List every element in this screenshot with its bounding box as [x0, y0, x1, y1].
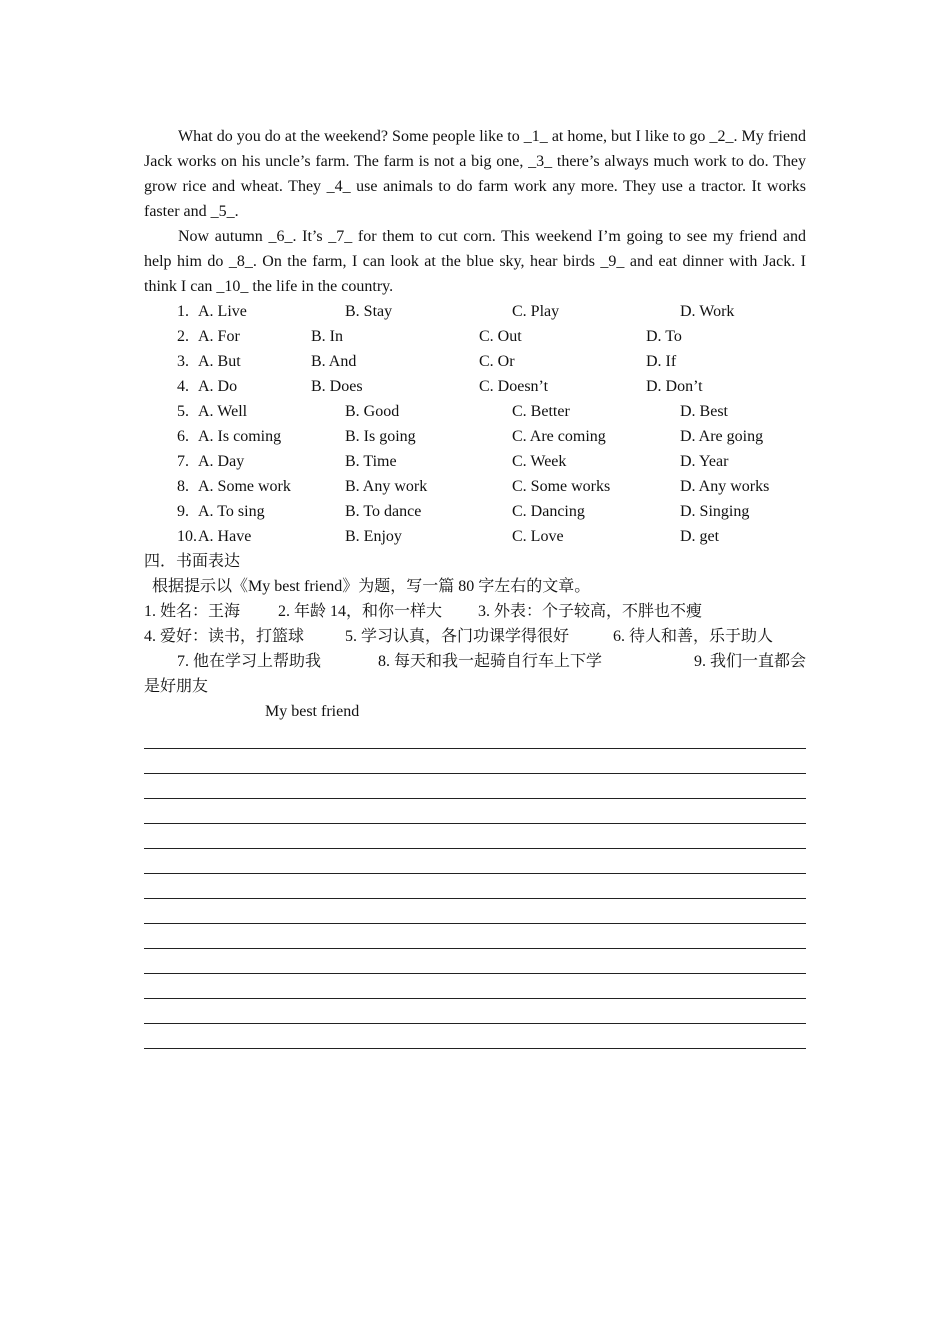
option-c[interactable]: C. Better: [512, 403, 570, 420]
question-number: 10.: [177, 528, 197, 545]
option-a[interactable]: A. Do: [198, 378, 238, 395]
option-c[interactable]: C. Out: [479, 328, 522, 345]
option-a[interactable]: A. But: [198, 353, 241, 370]
writing-instruction: 根据提示以《My best friend》为题，写一篇 80 字左右的文章。: [152, 578, 591, 595]
hint-item: 4. 爱好：读书，打篮球: [144, 628, 305, 645]
option-b[interactable]: B. Is going: [345, 428, 416, 445]
passage-paragraph-2: Now autumn _6_. It’s _7_ for them to cut corn. This weekend I’m going to see my friend and help him do _8_. On the farm, I can look at the blue sky, hear birds _9_ and eat dinner with Jack. I think I can _10_ the life in the country.: [144, 228, 806, 295]
option-b[interactable]: B. Good: [345, 403, 400, 420]
question-number: 9.: [177, 503, 189, 520]
writing-line[interactable]: [144, 974, 806, 999]
hint-item: 7. 他在学习上帮助我: [177, 653, 322, 670]
option-d[interactable]: D. get: [680, 528, 720, 545]
option-a[interactable]: A. Some work: [198, 478, 291, 495]
hint-item: 9. 我们一直都会: [693, 653, 806, 670]
option-d[interactable]: D. Work: [680, 303, 735, 320]
question-number: 1.: [177, 303, 189, 320]
question-row: [144, 424, 806, 449]
question-number: 2.: [177, 328, 189, 345]
option-c[interactable]: C. Play: [512, 303, 560, 320]
hint-row-1: [144, 599, 806, 624]
hint-row-2: [144, 624, 806, 649]
option-d[interactable]: D. Year: [680, 453, 729, 470]
writing-area[interactable]: [144, 724, 806, 1049]
option-a[interactable]: A. Live: [198, 303, 247, 320]
option-c[interactable]: C. Or: [479, 353, 515, 370]
writing-line[interactable]: [144, 999, 806, 1024]
option-d[interactable]: D. Any works: [680, 478, 770, 495]
option-c[interactable]: C. Week: [512, 453, 567, 470]
hint-row-3: [144, 649, 806, 674]
question-row: [144, 474, 806, 499]
writing-line[interactable]: [144, 774, 806, 799]
hint-item: 2. 年龄 14，和你一样大: [278, 603, 443, 620]
option-c[interactable]: C. Love: [512, 528, 564, 545]
writing-line[interactable]: [144, 874, 806, 899]
option-b[interactable]: B. In: [311, 328, 343, 345]
option-b[interactable]: B. Does: [311, 378, 363, 395]
hint-item: 3. 外表：个子较高，不胖也不瘦: [478, 603, 703, 620]
hint-wrap-line: 是好朋友: [144, 678, 209, 695]
option-b[interactable]: B. To dance: [345, 503, 422, 520]
worksheet-page: [144, 124, 806, 1049]
option-b[interactable]: B. And: [311, 353, 357, 370]
question-number: 8.: [177, 478, 189, 495]
writing-line[interactable]: [144, 949, 806, 974]
writing-line[interactable]: [144, 799, 806, 824]
question-row: [144, 349, 806, 374]
writing-line[interactable]: [144, 899, 806, 924]
option-a[interactable]: A. Day: [198, 453, 245, 470]
question-number: 7.: [177, 453, 189, 470]
option-b[interactable]: B. Time: [345, 453, 397, 470]
question-row: [144, 374, 806, 399]
option-a[interactable]: A. To sing: [198, 503, 265, 520]
option-b[interactable]: B. Stay: [345, 303, 393, 320]
option-d[interactable]: D. Best: [680, 403, 728, 420]
writing-line[interactable]: [144, 924, 806, 949]
option-b[interactable]: B. Enjoy: [345, 528, 402, 545]
passage-paragraph-1: What do you do at the weekend? Some people like to _1_ at home, but I like to go _2_. My friend Jack works on his uncle’s farm. The farm is not a big one, _3_ there’s always much work to do. They grow rice and wheat. They _4_ use animals to do farm work any more. They use a tractor. It works faster and _5_.: [144, 128, 806, 220]
option-d[interactable]: D. Don’t: [646, 378, 703, 395]
option-b[interactable]: B. Any work: [345, 478, 428, 495]
hint-item: 1. 姓名：王海: [144, 603, 241, 620]
essay-title: My best friend: [265, 703, 360, 720]
question-row: [144, 299, 806, 324]
option-d[interactable]: D. To: [646, 328, 682, 345]
option-a[interactable]: A. Have: [198, 528, 252, 545]
question-row: [144, 399, 806, 424]
option-a[interactable]: A. For: [198, 328, 240, 345]
writing-line[interactable]: [144, 724, 806, 749]
writing-line[interactable]: [144, 749, 806, 774]
question-row: [144, 524, 806, 549]
writing-line[interactable]: [144, 824, 806, 849]
hint-item: 8. 每天和我一起骑自行车上下学: [378, 653, 603, 670]
option-c[interactable]: C. Dancing: [512, 503, 585, 520]
hint-item: 5. 学习认真，各门功课学得很好: [345, 628, 570, 645]
hint-item: 6. 待人和善，乐于助人: [613, 628, 774, 645]
writing-line[interactable]: [144, 849, 806, 874]
question-row: [144, 449, 806, 474]
question-row: [144, 324, 806, 349]
option-a[interactable]: A. Is coming: [198, 428, 282, 445]
question-number: 6.: [177, 428, 189, 445]
option-c[interactable]: C. Some works: [512, 478, 611, 495]
option-c[interactable]: C. Doesn’t: [479, 378, 549, 395]
question-number: 5.: [177, 403, 189, 420]
option-d[interactable]: D. If: [646, 353, 677, 370]
section-heading: 四．书面表达: [144, 553, 241, 570]
option-d[interactable]: D. Are going: [680, 428, 764, 445]
question-row: [144, 499, 806, 524]
option-a[interactable]: A. Well: [198, 403, 248, 420]
question-number: 4.: [177, 378, 189, 395]
option-d[interactable]: D. Singing: [680, 503, 750, 520]
writing-line[interactable]: [144, 1024, 806, 1049]
question-list: [144, 299, 806, 549]
option-c[interactable]: C. Are coming: [512, 428, 606, 445]
question-number: 3.: [177, 353, 189, 370]
